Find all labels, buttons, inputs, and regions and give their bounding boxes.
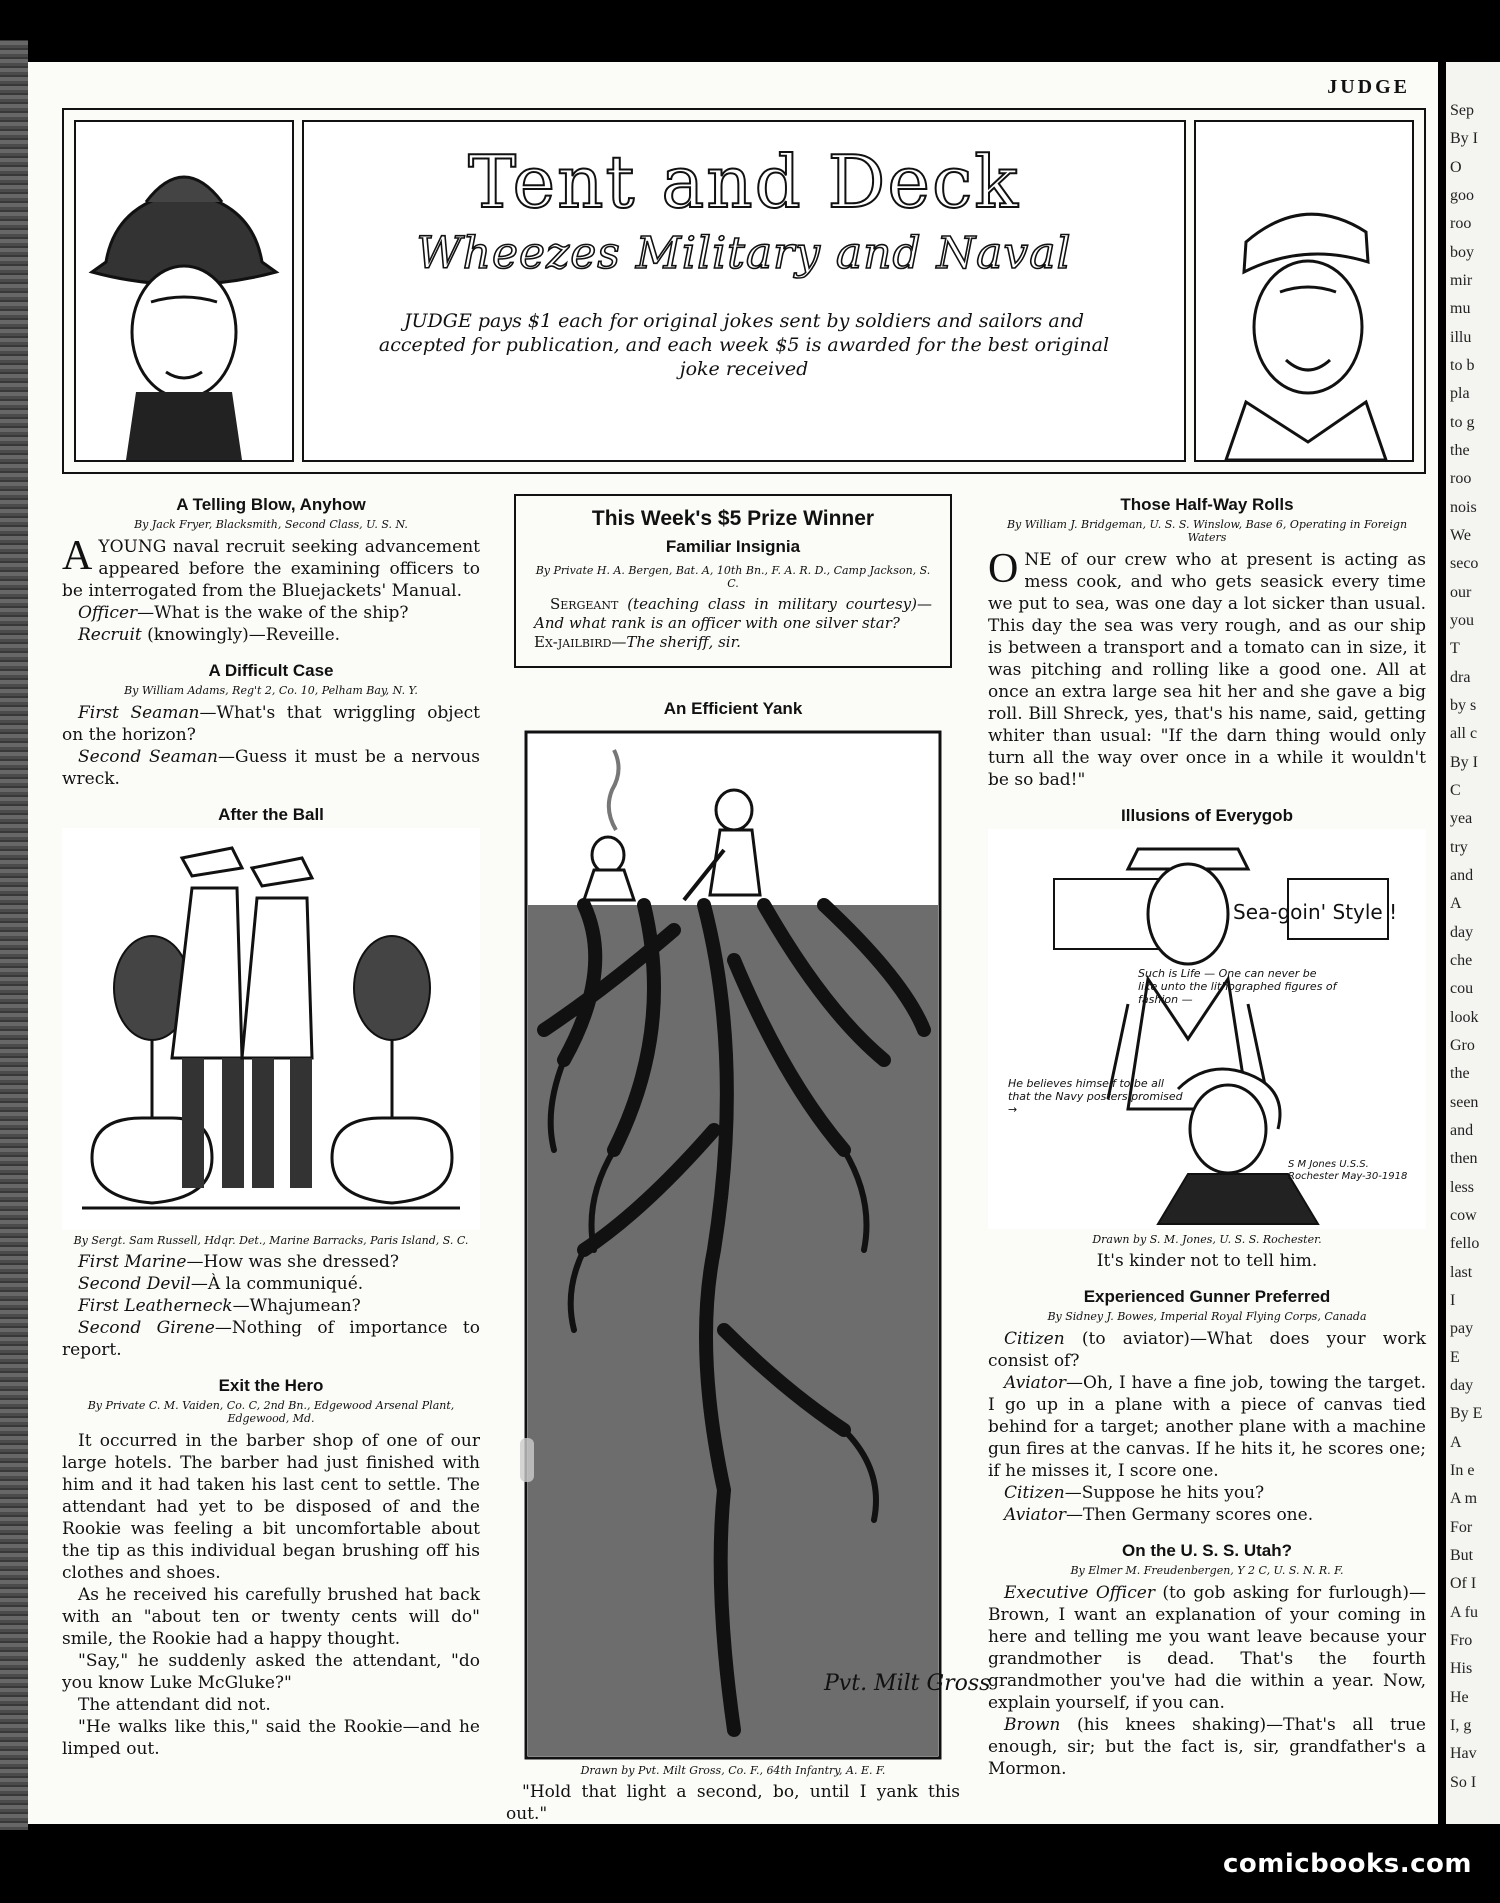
dialogue-line [534, 595, 932, 633]
scan-blemish [520, 1438, 534, 1482]
banner [62, 108, 1426, 474]
facing-page-fragment: Hav [1450, 1745, 1477, 1763]
column-right [988, 494, 1426, 1780]
facing-page-fragment: So I [1450, 1773, 1477, 1791]
facing-page-fragment: yea [1450, 810, 1473, 828]
facing-page-fragment: by s [1450, 697, 1477, 714]
line: —What is the wake of the ship? [137, 603, 409, 623]
paragraph: "He walks like this," said the Rookie—and he limped out. [62, 1717, 480, 1759]
facing-page-fragment: For [1450, 1518, 1473, 1536]
dialogue-line [62, 1295, 480, 1317]
title-box [302, 120, 1186, 462]
facing-page-edge [1446, 62, 1500, 1824]
facing-page-fragment: pay [1450, 1320, 1474, 1338]
facing-page-fragment: roo [1450, 215, 1472, 233]
facing-page-fragment: to b [1450, 357, 1475, 374]
dialogue-line [62, 702, 480, 746]
cartoon-caption: It's kinder not to tell him. [1096, 1251, 1318, 1271]
cartoon-signature: S M Jones U.S.S. Rochester May-30-1918 [1288, 1159, 1408, 1182]
facing-page-fragment: then [1450, 1150, 1478, 1168]
facing-page-fragment: day [1450, 1377, 1474, 1394]
facing-page-fragment: seen [1450, 1093, 1479, 1111]
facing-page-fragment: goo [1450, 187, 1474, 204]
facing-page-fragment: try [1450, 838, 1468, 856]
dialogue-line [62, 624, 480, 646]
dialogue-line [534, 633, 932, 652]
line: —Whajumean? [232, 1296, 361, 1316]
line: —Then Germany scores one. [1065, 1505, 1314, 1525]
line: (his knees shaking)—That's all true enough, sir; but the fact is, sir, grandfather's a Mormon. [988, 1715, 1426, 1779]
speaker: Ex-jailbird [534, 633, 612, 651]
facing-page-fragment: I [1450, 1292, 1456, 1309]
speaker: Executive Officer [1004, 1583, 1155, 1603]
line: —The sheriff, sir. [611, 633, 741, 651]
facing-page-fragment: pla [1450, 385, 1470, 403]
facing-page-fragment: boy [1450, 243, 1474, 261]
paragraph: As he received his carefully brushed hat back with an "about ten or twenty cents will do" smile, the Rookie had a happy thought. [62, 1585, 480, 1649]
line: —Guess it must be a nervous wreck. [62, 747, 480, 789]
facing-page-fragment: last [1450, 1263, 1473, 1281]
facing-page-fragment: mir [1450, 272, 1473, 289]
story-body: NE of our crew who at present is acting as mess cook, and who gets seasick every time we put to sea, was one day a lot sicker than usual. This day the sea was very rough, and as our ship is between a transport and a tomato can in size, it was pitching and rolling like a good one. All at once an extra large sea hit her and she gave a big roll. Bill Shreck, yes, that's his name, said, getting whiter than usual: "If the darn thing would only turn all the way over once in a while it wouldn't be so bad!" [988, 550, 1426, 790]
dialogue-line [62, 1317, 480, 1361]
speaker: First Marine [78, 1252, 187, 1272]
cartoon-credit: By Sergt. Sam Russell, Hdqr. Det., Marine Barracks, Paris Island, S. C. [73, 1234, 469, 1247]
speaker: Aviator [1004, 1505, 1066, 1525]
byline-half-way-rolls: By William J. Bridgeman, U. S. S. Winslow, Base 6, Operating in Foreign Waters [1006, 518, 1408, 544]
facing-page-fragment: fello [1450, 1235, 1480, 1253]
speaker: Second Devil [78, 1274, 191, 1294]
facing-page-fragment: you [1450, 612, 1474, 629]
byline-uss-utah: By Elmer M. Freudenbergen, Y 2 C, U. S. N. R. F. [1070, 1564, 1344, 1577]
cartoon-credit: Drawn by Pvt. Milt Gross, Co. F., 64th Infantry, A. E. F. [580, 1764, 886, 1777]
heading-after-the-ball: After the Ball [218, 805, 324, 824]
facing-page-fragment: seco [1450, 555, 1479, 573]
facing-page-fragment: A fu [1450, 1603, 1478, 1621]
facing-page-fragment: By I [1450, 130, 1478, 148]
heading-experienced-gunner: Experienced Gunner Preferred [1083, 1287, 1331, 1306]
facing-page-fragment: cou [1450, 980, 1474, 998]
heading-half-way-rolls: Those Half-Way Rolls [1120, 495, 1294, 514]
dialogue-line [988, 1504, 1426, 1526]
heading-telling-blow: A Telling Blow, Anyhow [176, 495, 366, 514]
prize-winner-box [514, 494, 952, 668]
dialogue-line [62, 1251, 480, 1273]
facing-page-fragment: E [1450, 1348, 1460, 1366]
facing-page-fragment: day [1450, 923, 1474, 941]
byline-difficult-case: By William Adams, Reg't 2, Co. 10, Pelham Bay, N. Y. [124, 684, 418, 697]
facing-page-fragment: By I [1450, 753, 1478, 771]
heading-difficult-case: A Difficult Case [208, 661, 334, 680]
speaker: Officer [78, 603, 138, 623]
facing-page-fragment: and [1450, 1122, 1474, 1139]
speaker: Aviator [1004, 1373, 1066, 1393]
dropcap: A [62, 533, 93, 579]
facing-page-fragment: illu [1450, 328, 1472, 346]
facing-page-fragment: T [1450, 640, 1460, 658]
speaker: First Leatherneck [78, 1296, 233, 1316]
column-middle [506, 494, 991, 1825]
dialogue-line [988, 1328, 1426, 1372]
speaker: Second Girene [78, 1318, 215, 1338]
facing-page-fragment: less [1450, 1178, 1474, 1196]
feature-subtitle: Wheezes Military and Naval [416, 228, 1072, 279]
byline-experienced-gunner: By Sidney J. Bowes, Imperial Royal Flying Corps, Canada [1047, 1310, 1367, 1323]
facing-page-fragment: His [1450, 1660, 1473, 1678]
dialogue-line [62, 746, 480, 790]
facing-page-fragment: A [1450, 895, 1462, 913]
facing-page-fragment: In e [1450, 1462, 1475, 1479]
facing-page-fragment: He [1450, 1688, 1469, 1706]
facing-page-fragment: roo [1450, 470, 1472, 488]
feature-title: Tent and Deck [468, 140, 1020, 224]
dialogue-line [62, 602, 480, 624]
dialogue-line [988, 1582, 1426, 1714]
soldier-portrait [74, 120, 294, 462]
facing-page-fragment: dra [1450, 668, 1471, 686]
line: (to aviator)—What does your work consist of? [988, 1329, 1426, 1371]
facing-page-fragment: our [1450, 583, 1472, 601]
line: —À la communiqué. [190, 1274, 364, 1294]
facing-page-fragment: But [1450, 1547, 1474, 1564]
facing-page-fragment: Fro [1450, 1632, 1473, 1649]
prize-title: This Week's $5 Prize Winner [591, 507, 875, 530]
paragraph: The attendant did not. [78, 1695, 271, 1715]
heading-exit-the-hero: Exit the Hero [218, 1376, 324, 1395]
paragraph: It occurred in the barber shop of one of our large hotels. The barber had just finished with him and it had taken his last cent to settle. The attendant had yet to be disposed of and the Rookie was feeling a bit uncomfortable about the tip as this individual began brushing off his clothes and shoes. [62, 1431, 480, 1583]
dialogue-line [62, 1273, 480, 1295]
facing-page-fragment: Gro [1450, 1037, 1475, 1054]
illusions-cartoon [988, 829, 1426, 1229]
facing-page-fragment: cow [1450, 1207, 1477, 1224]
dialogue-line [988, 1372, 1426, 1482]
story-half-way-rolls [988, 546, 1426, 791]
magazine-page [28, 62, 1438, 1824]
heading-uss-utah: On the U. S. S. Utah? [1121, 1541, 1292, 1560]
handwritten-note: Such is Life — One can never be like unto the lithographed figures of fashion — [1138, 967, 1337, 1006]
after-the-ball-cartoon [62, 828, 480, 1230]
heading-illusions: Illusions of Everygob [1121, 806, 1293, 825]
facing-page-fragment: to g [1450, 413, 1475, 431]
line: (teaching class in military courtesy)—And what rank is an officer with one silver star? [534, 595, 932, 632]
facing-page-fragment: By E [1450, 1405, 1483, 1423]
running-head: JUDGE [1327, 76, 1410, 98]
facing-page-fragment: I, g [1450, 1717, 1472, 1734]
heading-efficient-yank: An Efficient Yank [663, 699, 803, 718]
line: —Nothing of importance to report. [62, 1318, 480, 1360]
facing-page-fragment: the [1450, 1065, 1470, 1083]
facing-page-fragment: Sep [1450, 102, 1474, 119]
paragraph: "Say," he suddenly asked the attendant, "do you know Luke McGluke?" [62, 1651, 480, 1693]
facing-page-fragment: che [1450, 952, 1473, 969]
facing-page-fragment: C [1450, 782, 1461, 799]
facing-page-fragment: Of I [1450, 1575, 1477, 1593]
speaker: Second Seaman [78, 747, 219, 767]
story-telling-blow [62, 533, 480, 602]
scan-edge-strip [0, 40, 28, 1830]
line: (knowingly)—Reveille. [141, 625, 341, 645]
efficient-yank-cartoon [524, 730, 991, 1760]
speech-bubble-text: Sea-goin' Style ! [1233, 900, 1398, 924]
cartoon-credit: Drawn by S. M. Jones, U. S. S. Rochester. [1092, 1233, 1322, 1246]
facing-page-fragment: mu [1450, 300, 1471, 318]
story-body: YOUNG naval recruit seeking advancement appeared before the examining officers to be interrogated from the Bluejackets' Manual. [62, 537, 480, 601]
prize-joke-title: Familiar Insignia [665, 537, 801, 556]
line: —What's that wriggling object on the horizon? [62, 703, 480, 745]
byline-telling-blow: By Jack Fryer, Blacksmith, Second Class, U. S. N. [134, 518, 408, 531]
handwritten-note: He believes himself to be all that the Navy posters promised → [1008, 1077, 1183, 1116]
byline-exit-the-hero: By Private C. M. Vaiden, Co. C, 2nd Bn., Edgewood Arsenal Plant, Edgewood, Md. [87, 1399, 455, 1425]
speaker: Recruit [78, 625, 142, 645]
facing-page-fragment: the [1450, 442, 1470, 459]
sailor-portrait [1194, 120, 1414, 462]
facing-page-fragment: A m [1450, 1490, 1478, 1508]
cartoon-signature: Pvt. Milt Gross [824, 1671, 991, 1696]
dialogue-line [988, 1714, 1426, 1780]
prize-byline: By Private H. A. Bergen, Bat. A, 10th Bn., F. A. R. D., Camp Jackson, S. C. [535, 564, 931, 590]
speaker: Citizen [1004, 1483, 1065, 1503]
payment-notice: JUDGE pays $1 each for original jokes sent by soldiers and sailors and accepted for publication, and each week $5 is awarded for the best original joke received [378, 310, 1110, 380]
facing-page-fragment: We [1450, 527, 1471, 544]
facing-page-fragment: A [1450, 1433, 1462, 1451]
facing-page-fragment: O [1450, 158, 1462, 176]
line: —How was she dressed? [186, 1252, 399, 1272]
facing-page-fragment: nois [1450, 498, 1477, 516]
cartoon-caption: "Hold that light a second, bo, until I yank this out." [506, 1782, 960, 1824]
facing-page-fragment: all c [1450, 725, 1478, 743]
column-left [62, 494, 480, 1760]
dropcap: O [988, 546, 1019, 592]
dialogue-line [988, 1482, 1426, 1504]
line: —Oh, I have a fine job, towing the target. I go up in a plane with a piece of canvas tied behind for a target; another plane with a machine gun fires at the canvas. If he hits it, he scores one; if he misses it, I score one. [988, 1373, 1426, 1481]
speaker: Sergeant [550, 595, 619, 613]
speaker: First Seaman [78, 703, 200, 723]
speaker: Citizen [1004, 1329, 1065, 1349]
facing-page-fragment: and [1450, 867, 1474, 884]
site-watermark: comicbooks.com [1222, 1849, 1472, 1879]
line: (to gob asking for furlough)—Brown, I want an explanation of your coming in here and telling me you want leave because your grandmother is dead. That's the fourth grandmother you've had die within a year. Now, explain yourself, if you can. [988, 1583, 1426, 1713]
facing-page-fragment: look [1450, 1008, 1479, 1026]
line: —Suppose he hits you? [1064, 1483, 1265, 1503]
speaker: Brown [1004, 1715, 1061, 1735]
